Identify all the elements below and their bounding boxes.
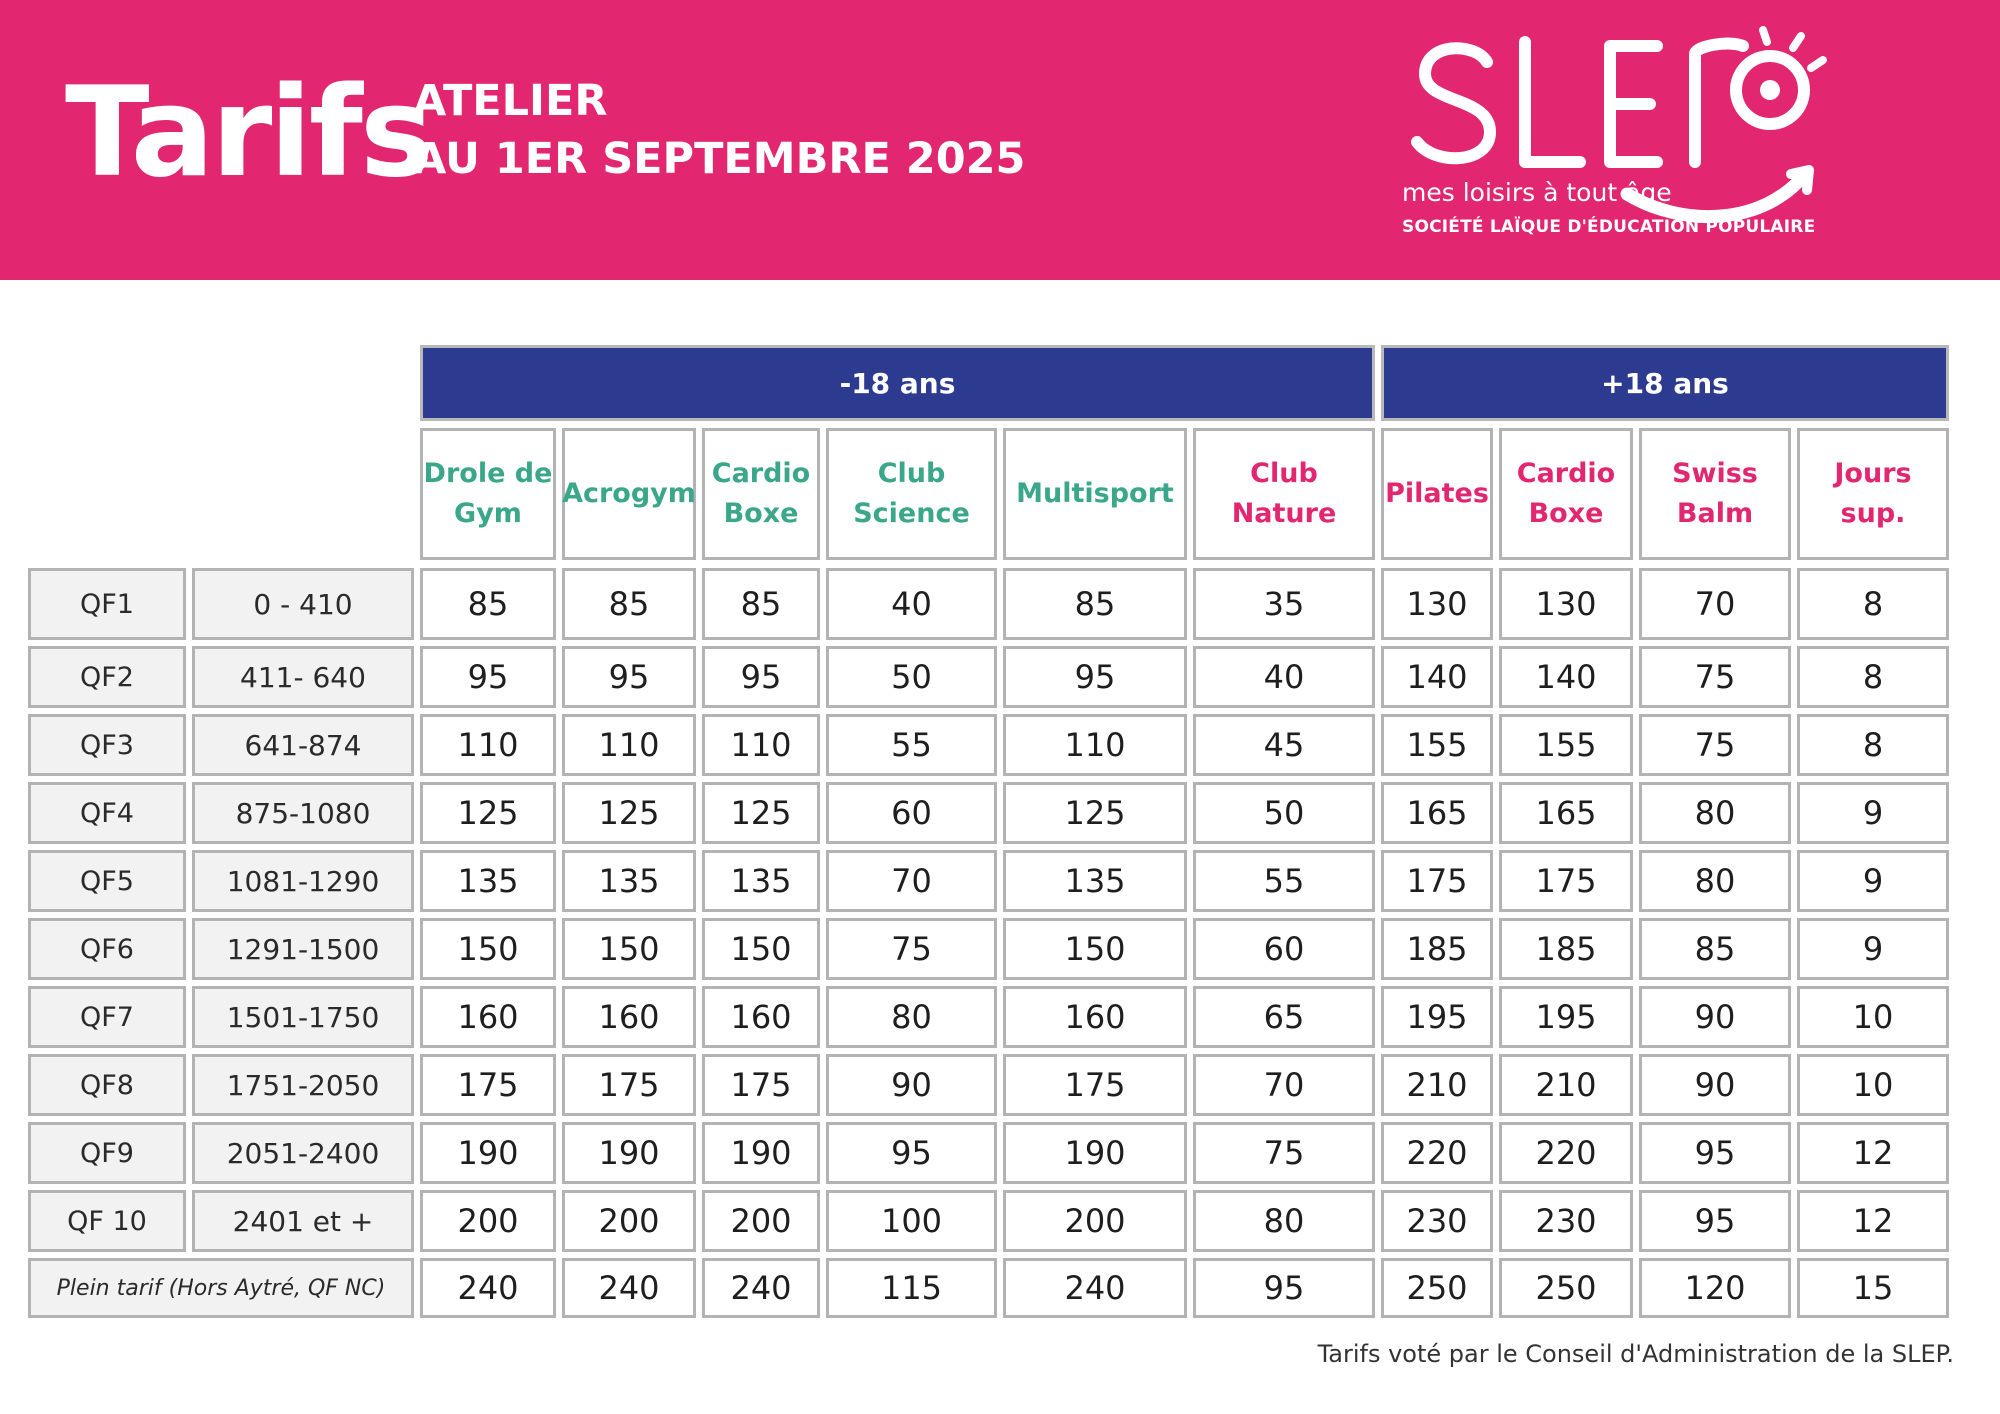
qf-label: QF8 xyxy=(28,1054,186,1116)
logo-letter-s xyxy=(1417,48,1490,158)
price-cell: 12 xyxy=(1797,1122,1949,1184)
price-cell: 95 xyxy=(1639,1190,1791,1252)
price-cell: 110 xyxy=(702,714,820,776)
income-range: 0 - 410 xyxy=(192,568,414,640)
price-cell: 8 xyxy=(1797,714,1949,776)
price-cell: 95 xyxy=(702,646,820,708)
price-cell: 50 xyxy=(1193,782,1375,844)
price-cell: 50 xyxy=(826,646,997,708)
subtitle-line-1: ATELIER xyxy=(413,76,608,126)
price-cell: 8 xyxy=(1797,646,1949,708)
subtitle-line-2: AU 1ER SEPTEMBRE 2025 xyxy=(413,134,1026,184)
column-header-5: Multisport xyxy=(1003,428,1187,560)
price-cell: 230 xyxy=(1499,1190,1633,1252)
price-cell: 160 xyxy=(562,986,696,1048)
price-cell: 190 xyxy=(1003,1122,1187,1184)
header-banner xyxy=(0,0,2000,280)
price-cell: 45 xyxy=(1193,714,1375,776)
price-cell: 8 xyxy=(1797,568,1949,640)
full-rate-price-cell: 250 xyxy=(1381,1258,1493,1318)
price-cell: 80 xyxy=(1639,850,1791,912)
column-header-6: Club Nature xyxy=(1193,428,1375,560)
price-cell: 12 xyxy=(1797,1190,1949,1252)
qf-label: QF4 xyxy=(28,782,186,844)
price-cell: 160 xyxy=(702,986,820,1048)
group-header-under-18: -18 ans xyxy=(420,345,1375,421)
qf-label: QF2 xyxy=(28,646,186,708)
price-cell: 125 xyxy=(702,782,820,844)
price-cell: 10 xyxy=(1797,986,1949,1048)
price-cell: 150 xyxy=(1003,918,1187,980)
income-range: 2051-2400 xyxy=(192,1122,414,1184)
price-cell: 40 xyxy=(1193,646,1375,708)
price-cell: 190 xyxy=(702,1122,820,1184)
price-cell: 90 xyxy=(826,1054,997,1116)
price-cell: 75 xyxy=(826,918,997,980)
qf-label: QF6 xyxy=(28,918,186,980)
price-cell: 75 xyxy=(1193,1122,1375,1184)
price-cell: 80 xyxy=(1639,782,1791,844)
price-cell: 80 xyxy=(1193,1190,1375,1252)
income-range: 1751-2050 xyxy=(192,1054,414,1116)
logo-letter-l xyxy=(1525,42,1580,162)
income-range: 641-874 xyxy=(192,714,414,776)
group-header-over-18: +18 ans xyxy=(1381,345,1949,421)
price-cell: 175 xyxy=(1003,1054,1187,1116)
price-cell: 135 xyxy=(702,850,820,912)
price-cell: 85 xyxy=(420,568,556,640)
price-cell: 135 xyxy=(1003,850,1187,912)
column-header-1: Drole de Gym xyxy=(420,428,556,560)
price-cell: 200 xyxy=(420,1190,556,1252)
price-cell: 70 xyxy=(826,850,997,912)
price-cell: 220 xyxy=(1381,1122,1493,1184)
price-cell: 110 xyxy=(1003,714,1187,776)
price-cell: 150 xyxy=(702,918,820,980)
full-rate-price-cell: 15 xyxy=(1797,1258,1949,1318)
income-range: 2401 et + xyxy=(192,1190,414,1252)
price-cell: 160 xyxy=(1003,986,1187,1048)
column-header-4: Club Science xyxy=(826,428,997,560)
price-cell: 95 xyxy=(1639,1122,1791,1184)
price-cell: 165 xyxy=(1499,782,1633,844)
price-cell: 60 xyxy=(826,782,997,844)
qf-label: QF9 xyxy=(28,1122,186,1184)
price-cell: 210 xyxy=(1499,1054,1633,1116)
income-range: 1081-1290 xyxy=(192,850,414,912)
price-cell: 60 xyxy=(1193,918,1375,980)
price-cell: 190 xyxy=(562,1122,696,1184)
full-rate-price-cell: 240 xyxy=(1003,1258,1187,1318)
price-cell: 100 xyxy=(826,1190,997,1252)
price-cell: 210 xyxy=(1381,1054,1493,1116)
price-cell: 55 xyxy=(826,714,997,776)
price-cell: 95 xyxy=(1003,646,1187,708)
price-cell: 230 xyxy=(1381,1190,1493,1252)
price-cell: 155 xyxy=(1381,714,1493,776)
price-cell: 165 xyxy=(1381,782,1493,844)
qf-label: QF1 xyxy=(28,568,186,640)
price-cell: 70 xyxy=(1639,568,1791,640)
full-rate-price-cell: 240 xyxy=(702,1258,820,1318)
price-cell: 90 xyxy=(1639,986,1791,1048)
price-cell: 135 xyxy=(562,850,696,912)
price-cell: 55 xyxy=(1193,850,1375,912)
column-header-7: Pilates xyxy=(1381,428,1493,560)
full-rate-label: Plein tarif (Hors Aytré, QF NC) xyxy=(28,1258,414,1318)
price-cell: 220 xyxy=(1499,1122,1633,1184)
price-cell: 75 xyxy=(1639,646,1791,708)
column-header-3: Cardio Boxe xyxy=(702,428,820,560)
price-cell: 110 xyxy=(420,714,556,776)
column-header-8: Cardio Boxe xyxy=(1499,428,1633,560)
price-cell: 185 xyxy=(1499,918,1633,980)
price-cell: 175 xyxy=(1381,850,1493,912)
price-cell: 85 xyxy=(1639,918,1791,980)
price-cell: 190 xyxy=(420,1122,556,1184)
price-cell: 75 xyxy=(1639,714,1791,776)
price-cell: 175 xyxy=(562,1054,696,1116)
price-cell: 95 xyxy=(420,646,556,708)
price-cell: 90 xyxy=(1639,1054,1791,1116)
price-cell: 125 xyxy=(1003,782,1187,844)
price-cell: 135 xyxy=(420,850,556,912)
price-cell: 65 xyxy=(1193,986,1375,1048)
price-cell: 9 xyxy=(1797,782,1949,844)
price-cell: 155 xyxy=(1499,714,1633,776)
price-cell: 175 xyxy=(702,1054,820,1116)
price-cell: 140 xyxy=(1499,646,1633,708)
price-cell: 85 xyxy=(562,568,696,640)
price-cell: 140 xyxy=(1381,646,1493,708)
price-cell: 150 xyxy=(420,918,556,980)
price-cell: 150 xyxy=(562,918,696,980)
full-rate-price-cell: 95 xyxy=(1193,1258,1375,1318)
price-cell: 175 xyxy=(1499,850,1633,912)
footnote: Tarifs voté par le Conseil d'Administration de la SLEP. xyxy=(1317,1340,1954,1368)
logo-tagline: mes loisirs à tout âge xyxy=(1402,178,1672,207)
price-cell: 70 xyxy=(1193,1054,1375,1116)
price-cell: 9 xyxy=(1797,850,1949,912)
price-cell: 9 xyxy=(1797,918,1949,980)
page-subtitle xyxy=(413,72,1025,188)
column-header-9: Swiss Balm xyxy=(1639,428,1791,560)
qf-label: QF5 xyxy=(28,850,186,912)
full-rate-price-cell: 115 xyxy=(826,1258,997,1318)
price-cell: 95 xyxy=(826,1122,997,1184)
column-header-10: Jours sup. xyxy=(1797,428,1949,560)
price-cell: 160 xyxy=(420,986,556,1048)
income-range: 875-1080 xyxy=(192,782,414,844)
price-cell: 195 xyxy=(1381,986,1493,1048)
full-rate-price-cell: 240 xyxy=(562,1258,696,1318)
income-range: 411- 640 xyxy=(192,646,414,708)
price-cell: 95 xyxy=(562,646,696,708)
page-title: Tarifs xyxy=(65,61,431,205)
price-cell: 125 xyxy=(562,782,696,844)
price-cell: 200 xyxy=(562,1190,696,1252)
full-rate-price-cell: 240 xyxy=(420,1258,556,1318)
price-cell: 175 xyxy=(420,1054,556,1116)
price-cell: 80 xyxy=(826,986,997,1048)
full-rate-price-cell: 250 xyxy=(1499,1258,1633,1318)
price-cell: 35 xyxy=(1193,568,1375,640)
logo-organization: SOCIÉTÉ LAÏQUE D'ÉDUCATION POPULAIRE xyxy=(1402,217,1816,237)
price-cell: 195 xyxy=(1499,986,1633,1048)
price-cell: 130 xyxy=(1499,568,1633,640)
price-cell: 110 xyxy=(562,714,696,776)
full-rate-price-cell: 120 xyxy=(1639,1258,1791,1318)
qf-label: QF7 xyxy=(28,986,186,1048)
price-cell: 125 xyxy=(420,782,556,844)
qf-label: QF 10 xyxy=(28,1190,186,1252)
price-cell: 85 xyxy=(1003,568,1187,640)
price-cell: 130 xyxy=(1381,568,1493,640)
price-cell: 200 xyxy=(1003,1190,1187,1252)
price-cell: 200 xyxy=(702,1190,820,1252)
income-range: 1291-1500 xyxy=(192,918,414,980)
income-range: 1501-1750 xyxy=(192,986,414,1048)
price-cell: 85 xyxy=(702,568,820,640)
price-cell: 10 xyxy=(1797,1054,1949,1116)
column-header-2: Acrogym xyxy=(562,428,696,560)
price-cell: 185 xyxy=(1381,918,1493,980)
logo-letter-e xyxy=(1610,46,1657,162)
price-cell: 40 xyxy=(826,568,997,640)
qf-label: QF3 xyxy=(28,714,186,776)
